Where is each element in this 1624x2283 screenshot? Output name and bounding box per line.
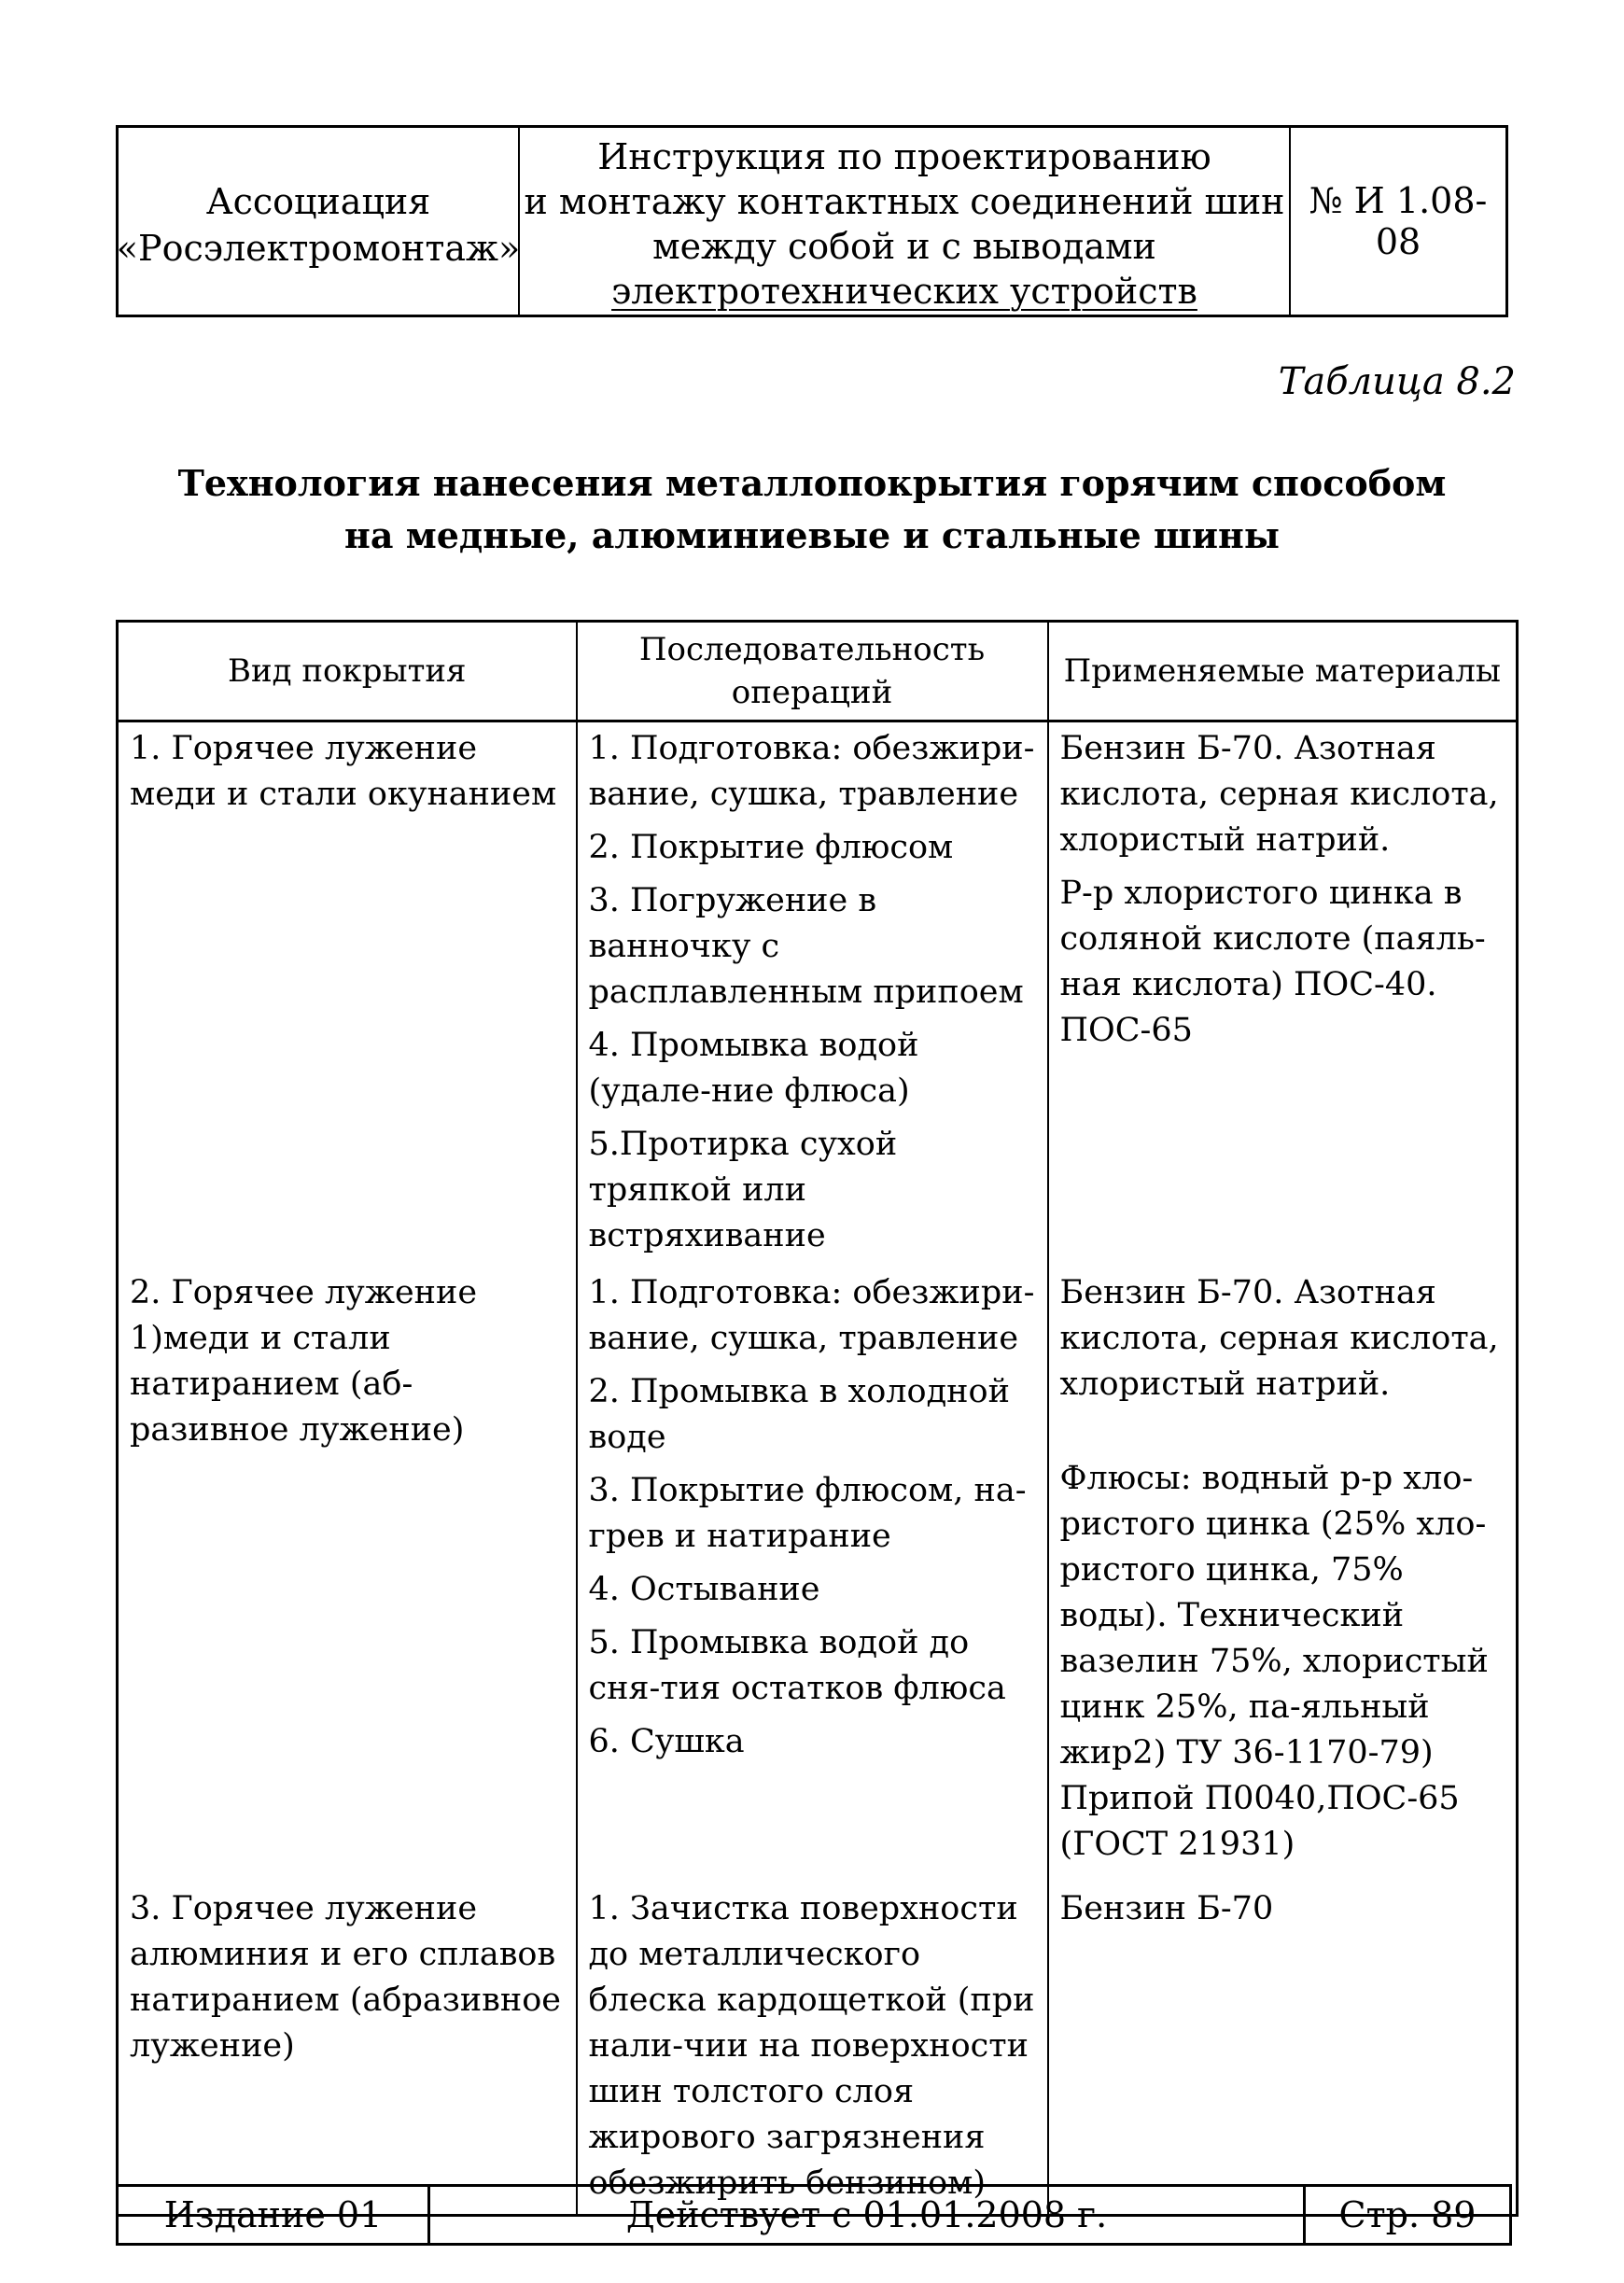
table-title-line: Технология нанесения металлопокрытия горячим способом xyxy=(177,462,1447,504)
document-number: № И 1.08-08 xyxy=(1309,180,1488,262)
materials-cell xyxy=(1048,1267,1518,1883)
coating-type-cell xyxy=(118,1267,577,1883)
coating-type: 2. Горячее лужение 1)меди и стали натиранием (аб-разивное лужение) xyxy=(130,1274,478,1449)
operation-step: 3. Погружение в ванночку с расплавленным припоем xyxy=(588,882,1024,1011)
coating-type-cell xyxy=(118,1883,577,2216)
operation-step: 3. Покрытие флюсом, на-грев и натирание xyxy=(588,1472,1027,1555)
organization-cell xyxy=(116,128,521,315)
table-row xyxy=(118,721,1518,1268)
operations-cell xyxy=(577,1267,1048,1883)
materials-text: Бензин Б-70 xyxy=(1059,1890,1274,1927)
materials-cell xyxy=(1048,721,1518,1268)
table-header-row xyxy=(118,622,1518,721)
operation-step: 1. Подготовка: обезжири-вание, сушка, травление xyxy=(588,1274,1035,1357)
table-number: Таблица 8.2 xyxy=(1278,360,1516,403)
document-footer xyxy=(116,2184,1512,2246)
operation-step: 4. Промывка водой (удале-ние флюса) xyxy=(588,1027,919,1110)
coating-type-cell xyxy=(118,721,577,1268)
table-title-line: на медные, алюминиевые и стальные шины xyxy=(344,514,1280,556)
table-title xyxy=(116,457,1508,562)
materials-cell xyxy=(1048,1883,1518,2216)
operation-step: 1. Подготовка: обезжири-вание, сушка, травление xyxy=(588,730,1035,813)
doc-title-line: Инструкция по проектированию xyxy=(597,136,1211,177)
spacer xyxy=(1060,1415,1507,1456)
table-row xyxy=(118,1267,1518,1883)
operation-step: 5. Промывка водой до сня-тия остатков флюса xyxy=(588,1624,1006,1707)
materials-text: Бензин Б-70. Азотная кислота, серная кислота, хлористый натрий. xyxy=(1059,1274,1499,1403)
page-number: Стр. 89 xyxy=(1338,2194,1477,2235)
materials-text: Флюсы: водный р-р хло-ристого цинка (25% хло-ристого цинка, 75% воды). Технический вазелин 75%, хлористый цинк 25%, па-яльный жир2) ТУ 36-1170-79) Припой П0040,ПОС-65 (ГОСТ 21931) xyxy=(1059,1460,1489,1863)
operation-step: 4. Остывание xyxy=(588,1571,820,1608)
coating-technology-table xyxy=(116,620,1519,2217)
coating-type: 1. Горячее лужение меди и стали окунанием xyxy=(130,730,557,813)
operation-step: 5.Протирка сухой тряпкой или встряхивание xyxy=(588,1126,898,1254)
coating-type: 3. Горячее лужение алюминия и его сплавов натиранием (абразивное лужение) xyxy=(130,1890,561,2065)
doc-title-line: электротехнических устройств xyxy=(611,271,1197,312)
org-name-line2: «Росэлектромонтаж» xyxy=(116,228,521,269)
column-header-materials: Применяемые материалы xyxy=(1048,622,1518,721)
operation-step: 1. Зачистка поверхности до металлического блеска кардощеткой (при нали-чии на поверхности шин толстого слоя жирового загрязнения обезжирить бензином) xyxy=(588,1890,1035,2202)
document-title-cell xyxy=(520,128,1291,315)
operations-cell xyxy=(577,1883,1048,2216)
operation-step: 6. Сушка xyxy=(588,1723,745,1760)
operation-step: 2. Промывка в холодной воде xyxy=(588,1373,1010,1456)
edition-label: Издание 01 xyxy=(119,2187,430,2243)
doc-title-line: и монтажу контактных соединений шин xyxy=(524,181,1285,222)
doc-title-line: между собой и с выводами xyxy=(652,226,1156,267)
column-header-coating-type: Вид покрытия xyxy=(118,622,577,721)
effective-date: Действует с 01.01.2008 г. xyxy=(430,2187,1306,2243)
document-header xyxy=(116,125,1508,317)
operation-step: 2. Покрытие флюсом xyxy=(588,829,954,866)
materials-text: Бензин Б-70. Азотная кислота, серная кислота, хлористый натрий. xyxy=(1059,730,1499,859)
org-name-line1: Ассоциация xyxy=(205,181,431,222)
column-header-operations: Последовательность операций xyxy=(577,622,1048,721)
table-row xyxy=(118,1883,1518,2216)
operations-cell xyxy=(577,721,1048,1268)
materials-text: Р-р хлористого цинка в соляной кислоте (паяль-ная кислота) ПОС-40. ПОС-65 xyxy=(1059,875,1486,1049)
